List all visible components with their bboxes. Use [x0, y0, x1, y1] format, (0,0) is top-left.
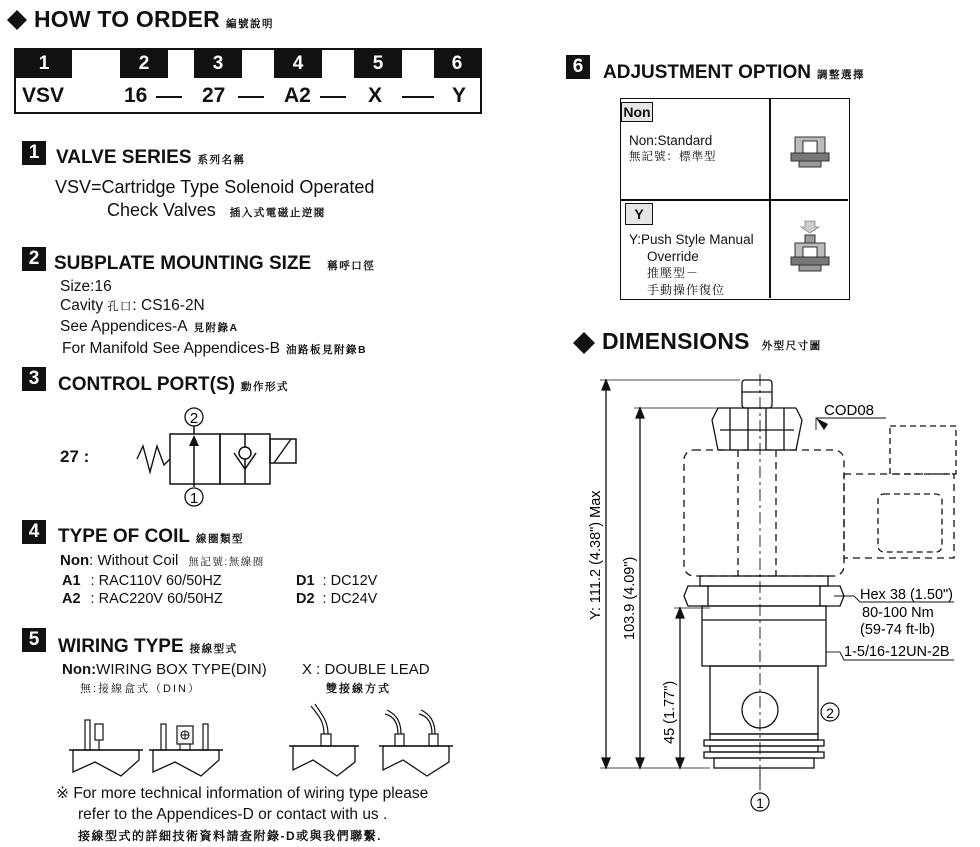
thread-section — [702, 606, 826, 666]
section-number-2: 2 — [22, 247, 46, 271]
wiring-x: X : DOUBLE LEAD — [302, 661, 430, 678]
order-code-table — [14, 48, 482, 114]
section-number-3: 3 — [22, 367, 46, 391]
coil-body — [684, 450, 844, 576]
code-pos-4: 4 — [274, 50, 322, 78]
wiring-title: WIRING TYPE 接線型式 — [58, 636, 238, 657]
wiring-non: Non:WIRING BOX TYPE(DIN) — [62, 661, 267, 678]
subplate-manifold: For Manifold See Appendices-B 油路板見附錄B — [62, 340, 368, 357]
dimension-drawing — [580, 370, 976, 840]
diamond-bullet-icon — [572, 331, 598, 357]
coil-non: Non: Without Coil 無記號:無線圈 — [60, 552, 265, 569]
option-tag-y: Y — [625, 203, 653, 225]
section-number-4: 4 — [22, 520, 46, 544]
wiring-note-line1: ※ For more technical information of wiring type please — [56, 785, 429, 802]
cap-nut — [712, 408, 802, 450]
torque-label-2: (59-74 ft-lb) — [860, 622, 935, 638]
code-dash — [402, 96, 434, 98]
option-non-text: Non:Standard 無記號：標準型 — [629, 133, 717, 163]
port-2-label: 2 — [189, 410, 199, 427]
check-ball-icon — [239, 447, 251, 459]
section-number-5: 5 — [22, 628, 46, 652]
diamond-bullet-icon — [6, 9, 30, 33]
code-val-3: 27 — [202, 84, 226, 107]
port-1-label: 1 — [189, 490, 199, 507]
wiring-drawings — [55, 700, 475, 778]
cod-label: COD08 — [824, 402, 875, 419]
standard-cap-icon — [781, 131, 841, 171]
control-port-symbol — [125, 405, 325, 510]
valve-series-line2: Check Valves 插入式電磁止逆閥 — [107, 200, 326, 220]
option-y-text: Y:Push Style Manual Override 推壓型－ 手動操作復位 — [629, 232, 754, 297]
hex-label: Hex 38 (1.50") — [860, 587, 953, 603]
code-val-5: X — [368, 84, 383, 107]
wiring-non-zh: 無:接線盒式（DIN） — [80, 683, 201, 695]
spring-icon — [137, 446, 170, 472]
wiring-note-line3: 接線型式的詳細技術資料請查附錄-D或與我們聯繫. — [78, 829, 382, 843]
order-title: HOW TO ORDER 編號說明 — [34, 6, 274, 32]
din-connector — [844, 474, 954, 558]
body-section — [710, 666, 818, 734]
coil-title: TYPE OF COIL 線圈類型 — [58, 526, 244, 547]
dimensions-title: DIMENSIONS 外型尺寸圖 — [602, 328, 822, 354]
torque-label-1: 80-100 Nm — [862, 605, 934, 621]
thread-label: 1-5/16-12UN-2B — [844, 644, 950, 660]
subplate-size: Size:16 — [60, 278, 112, 295]
wiring-note-line2: refer to the Appendices-D or contact with us . — [78, 806, 388, 823]
subplate-cavity: Cavity 孔口: CS16-2N — [60, 297, 205, 314]
dim-45-label: 45 (1.77") — [662, 680, 678, 744]
port-2-label: 2 — [826, 705, 834, 721]
code-val-4: A2 — [284, 84, 311, 107]
section-number-1: 1 — [22, 141, 46, 165]
valve-series-line1: VSV=Cartridge Type Solenoid Operated — [55, 177, 375, 197]
code-pos-6: 6 — [434, 50, 480, 78]
code-dash — [320, 96, 346, 98]
wiring-x-zh: 雙接線方式 — [326, 683, 391, 695]
coil-d1: D1 : DC12V — [296, 573, 378, 589]
control-port-code: 27 : — [60, 447, 90, 466]
code-pos-3: 3 — [194, 50, 242, 78]
double-lead-icon — [289, 704, 359, 776]
port-1-label: 1 — [756, 795, 764, 811]
code-pos-1: 1 — [16, 50, 72, 78]
dim-max-label: Y: 111.2 (4.38") Max — [588, 490, 604, 620]
coil-a2: A2 : RAC220V 60/50HZ — [62, 591, 223, 607]
control-port-title: CONTROL PORT(S) 動作形式 — [58, 374, 289, 395]
code-val-6: Y — [452, 84, 467, 107]
manual-knob — [742, 380, 772, 408]
section-number-6: 6 — [566, 55, 590, 79]
din-connector-icon — [149, 724, 223, 776]
push-override-icon — [781, 219, 841, 279]
code-pos-2: 2 — [120, 50, 168, 78]
adjustment-title: ADJUSTMENT OPTION 調整選擇 — [603, 62, 865, 83]
valve-series-title: VALVE SERIES 系列名稱 — [56, 147, 246, 168]
adjustment-option-table — [620, 98, 850, 300]
flow-arrow-icon — [189, 435, 199, 446]
subplate-title: SUBPLATE MOUNTING SIZE 稱呼口徑 — [54, 253, 376, 274]
coil-d2: D2 : DC24V — [296, 591, 378, 607]
code-val-1: VSV — [22, 84, 65, 107]
dim-total-label: 103.9 (4.09") — [622, 556, 638, 640]
code-pos-5: 5 — [354, 50, 402, 78]
code-val-2: 16 — [124, 84, 148, 107]
double-lead-icon — [379, 710, 453, 776]
code-dash — [156, 96, 182, 98]
option-tag-non: Non — [621, 102, 653, 122]
code-dash — [238, 96, 264, 98]
coil-a1: A1 : RAC110V 60/50HZ — [62, 573, 222, 589]
subplate-appendix-a: See Appendices-A 見附錄A — [60, 318, 239, 335]
din-connector-icon — [69, 720, 143, 776]
